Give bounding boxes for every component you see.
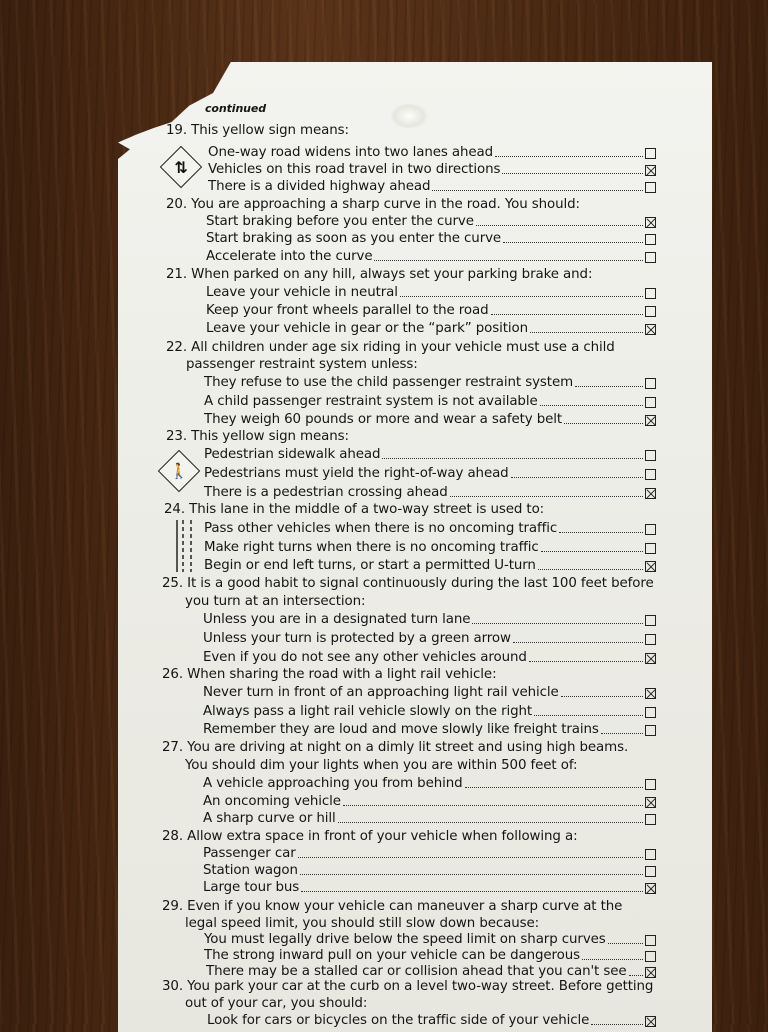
checked-checkbox[interactable] (645, 797, 656, 808)
question-29 (162, 898, 622, 915)
checked-checkbox[interactable] (645, 324, 656, 335)
dot-leader (564, 423, 643, 424)
question-27 (162, 739, 628, 756)
continued-label: continued (205, 102, 267, 115)
question-text: Even if you know your vehicle can maneuver a sharp curve at the (187, 899, 623, 914)
dot-leader (561, 696, 643, 697)
dot-leader (601, 733, 643, 734)
answer-option-text: Even if you do not see any other vehicles around (203, 650, 527, 665)
dot-leader (301, 891, 643, 892)
answer-option-text: Unless your turn is protected by a green arrow (203, 631, 511, 646)
answer-option[interactable] (207, 1012, 656, 1029)
checked-checkbox[interactable] (645, 561, 656, 572)
empty-checkbox[interactable] (645, 450, 656, 461)
question-text-continued: passenger restraint system unless: (186, 357, 418, 372)
answer-option[interactable] (204, 393, 656, 410)
question-26 (162, 666, 496, 683)
checked-checkbox[interactable] (645, 653, 656, 664)
empty-checkbox[interactable] (645, 378, 656, 389)
dot-leader (374, 260, 643, 261)
empty-checkbox[interactable] (645, 397, 656, 408)
dot-leader (300, 874, 643, 875)
answer-option-text: They refuse to use the child passenger restraint system (204, 375, 574, 390)
question-text-continued: you turn at an intersection: (185, 594, 366, 609)
answer-option[interactable] (204, 374, 656, 391)
question-number: 21. (166, 267, 192, 282)
dot-leader (608, 943, 643, 944)
dot-leader (582, 959, 643, 960)
question-number: 22. (166, 340, 192, 355)
answer-option[interactable] (203, 630, 656, 647)
dot-leader (503, 242, 643, 243)
answer-option[interactable] (206, 213, 656, 230)
dot-leader (513, 642, 643, 643)
answer-option[interactable] (203, 793, 656, 810)
checked-checkbox[interactable] (645, 415, 656, 426)
dot-leader (491, 314, 643, 315)
question-number: 30. (162, 979, 188, 994)
question-text: This yellow sign means: (191, 123, 349, 138)
empty-checkbox[interactable] (645, 182, 656, 193)
checked-checkbox[interactable] (645, 1016, 656, 1027)
answer-option-text: Make right turns when there is no oncoming traffic (204, 540, 539, 555)
answer-option-text: Leave your vehicle in neutral (206, 285, 398, 300)
answer-option[interactable] (204, 446, 656, 463)
dot-leader (472, 623, 643, 624)
answer-option[interactable] (203, 845, 656, 862)
dot-leader (382, 458, 643, 459)
answer-option-text: There is a divided highway ahead (208, 179, 431, 194)
answer-option-text: Passenger car (203, 846, 296, 861)
answer-option[interactable] (203, 649, 656, 666)
dot-leader (540, 405, 643, 406)
answer-option-text: Unless you are in a designated turn lane (203, 612, 471, 627)
question-23 (166, 428, 349, 445)
question-text: This yellow sign means: (191, 429, 349, 444)
answer-option-text: They weigh 60 pounds or more and wear a safety belt (204, 412, 563, 427)
answer-option-text: There may be a stalled car or collision ahead that you can't see (206, 964, 627, 979)
question-22 (166, 339, 615, 356)
question-number: 23. (166, 429, 192, 444)
question-text: When parked on any hill, always set your parking brake and: (191, 267, 593, 282)
question-text: You park your car at the curb on a level two-way street. Before getting (187, 979, 654, 994)
question-text: All children under age six riding in your vehicle must use a child (191, 340, 615, 355)
answer-option[interactable] (206, 284, 656, 301)
dot-leader (495, 156, 643, 157)
answer-option[interactable] (208, 144, 656, 161)
question-20 (166, 196, 580, 213)
answer-option[interactable] (203, 721, 656, 738)
question-number: 29. (162, 899, 188, 914)
checked-checkbox[interactable] (645, 967, 656, 978)
answer-option-text: Accelerate into the curve (206, 249, 373, 264)
dot-leader (343, 805, 643, 806)
empty-checkbox[interactable] (645, 814, 656, 825)
question-number: 20. (166, 197, 192, 212)
answer-option-text: Never turn in front of an approaching light rail vehicle (203, 685, 559, 700)
empty-checkbox[interactable] (645, 707, 656, 718)
answer-option[interactable] (203, 775, 656, 792)
answer-option-text: The strong inward pull on your vehicle can be dangerous (204, 948, 580, 963)
answer-option[interactable] (204, 931, 656, 948)
answer-option[interactable] (204, 557, 656, 574)
dot-leader (575, 386, 643, 387)
question-text: It is a good habit to signal continuously during the last 100 feet before (187, 576, 654, 591)
empty-checkbox[interactable] (645, 866, 656, 877)
answer-option-text: There is a pedestrian crossing ahead (204, 485, 448, 500)
answer-option[interactable] (206, 248, 656, 265)
question-text: When sharing the road with a light rail vehicle: (187, 667, 497, 682)
empty-checkbox[interactable] (645, 725, 656, 736)
question-number: 26. (162, 667, 188, 682)
question-number: 28. (162, 829, 188, 844)
dot-leader (298, 857, 643, 858)
dot-leader (502, 173, 643, 174)
answer-option[interactable] (204, 411, 656, 428)
question-number: 27. (162, 740, 188, 755)
answer-option[interactable] (203, 862, 656, 879)
checked-checkbox[interactable] (645, 217, 656, 228)
empty-checkbox[interactable] (645, 469, 656, 480)
empty-checkbox[interactable] (645, 849, 656, 860)
empty-checkbox[interactable] (645, 306, 656, 317)
question-text-continued: legal speed limit, you should still slow down because: (185, 916, 540, 931)
center-turn-lane-icon (176, 520, 194, 572)
checked-checkbox[interactable] (645, 165, 656, 176)
answer-option[interactable] (204, 465, 656, 482)
dot-leader (591, 1024, 643, 1025)
answer-option-text: A child passenger restraint system is not available (204, 394, 538, 409)
checked-checkbox[interactable] (645, 688, 656, 699)
answer-option[interactable] (203, 703, 656, 720)
answer-option[interactable] (204, 484, 656, 501)
answer-option[interactable] (203, 879, 656, 896)
empty-checkbox[interactable] (645, 935, 656, 946)
two-way-traffic-sign-icon: ⇅ (160, 146, 202, 188)
answer-option[interactable] (204, 520, 656, 537)
answer-option[interactable] (206, 302, 656, 319)
answer-option-text: Large tour bus (203, 880, 300, 895)
question-text-continued: You should dim your lights when you are within 500 feet of: (185, 758, 578, 773)
question-25 (162, 575, 654, 592)
answer-option-text: One-way road widens into two lanes ahead (208, 145, 494, 160)
dot-leader (541, 551, 643, 552)
answer-option-text: Look for cars or bicycles on the traffic side of your vehicle (207, 1013, 590, 1028)
empty-checkbox[interactable] (645, 252, 656, 263)
answer-option[interactable] (203, 611, 656, 628)
empty-checkbox[interactable] (645, 615, 656, 626)
answer-option-text: Keep your front wheels parallel to the road (206, 303, 489, 318)
answer-option-text: A vehicle approaching you from behind (203, 776, 463, 791)
answer-option-text: Pedestrians must yield the right-of-way ahead (204, 466, 509, 481)
question-21 (166, 266, 592, 283)
empty-checkbox[interactable] (645, 634, 656, 645)
answer-option[interactable] (206, 320, 656, 337)
question-24 (164, 501, 544, 518)
question-30 (162, 978, 653, 995)
answer-option-text: Always pass a light rail vehicle slowly on the right (203, 704, 533, 719)
answer-option-text: Begin or end left turns, or start a permitted U-turn (204, 558, 536, 573)
dot-leader (432, 190, 643, 191)
answer-option-text: Start braking as soon as you enter the curve (206, 231, 502, 246)
answer-option[interactable] (204, 539, 656, 556)
empty-checkbox[interactable] (645, 543, 656, 554)
empty-checkbox[interactable] (645, 288, 656, 299)
dot-leader (338, 822, 643, 823)
empty-checkbox[interactable] (645, 524, 656, 535)
answer-option-text: A sharp curve or hill (203, 811, 336, 826)
answer-option-text: Pass other vehicles when there is no oncoming traffic (204, 521, 558, 536)
question-text-continued: out of your car, you should: (185, 996, 368, 1011)
empty-checkbox[interactable] (645, 148, 656, 159)
dot-leader (465, 787, 643, 788)
dot-leader (559, 532, 643, 533)
pedestrian-sign-icon: 🚶 (158, 450, 200, 492)
answer-option[interactable] (208, 161, 656, 178)
dot-leader (538, 569, 643, 570)
dot-leader (400, 296, 643, 297)
empty-checkbox[interactable] (645, 779, 656, 790)
answer-option[interactable] (206, 230, 656, 247)
question-28 (162, 828, 578, 845)
question-19 (166, 122, 349, 139)
answer-option[interactable] (204, 947, 656, 964)
answer-option-text: Start braking before you enter the curve (206, 214, 474, 229)
dot-leader (511, 477, 643, 478)
answer-option-text: Vehicles on this road travel in two directions (208, 162, 501, 177)
dot-leader (529, 661, 643, 662)
dot-leader (629, 975, 644, 976)
answer-option[interactable] (203, 684, 656, 701)
empty-checkbox[interactable] (645, 234, 656, 245)
question-text: Allow extra space in front of your vehicle when following a: (187, 829, 578, 844)
checked-checkbox[interactable] (645, 488, 656, 499)
dot-leader (534, 715, 643, 716)
question-number: 25. (162, 576, 188, 591)
answer-option-text: An oncoming vehicle (203, 794, 341, 809)
answer-option[interactable] (203, 810, 656, 827)
question-number: 19. (166, 123, 192, 138)
dot-leader (476, 225, 643, 226)
question-text: This lane in the middle of a two-way street is used to: (189, 502, 545, 517)
answer-option-text: Remember they are loud and move slowly like freight trains (203, 722, 599, 737)
answer-option-text: Station wagon (203, 863, 298, 878)
answer-option-text: Leave your vehicle in gear or the “park” position (206, 321, 528, 336)
question-number: 24. (164, 502, 190, 517)
answer-option-text: Pedestrian sidewalk ahead (204, 447, 381, 462)
answer-option[interactable] (208, 178, 656, 195)
answer-option-text: You must legally drive below the speed limit on sharp curves (204, 932, 606, 947)
dot-leader (450, 496, 643, 497)
dot-leader (530, 332, 643, 333)
empty-checkbox[interactable] (645, 951, 656, 962)
checked-checkbox[interactable] (645, 883, 656, 894)
question-text: You are driving at night on a dimly lit street and using high beams. (187, 740, 629, 755)
question-text: You are approaching a sharp curve in the road. You should: (191, 197, 580, 212)
